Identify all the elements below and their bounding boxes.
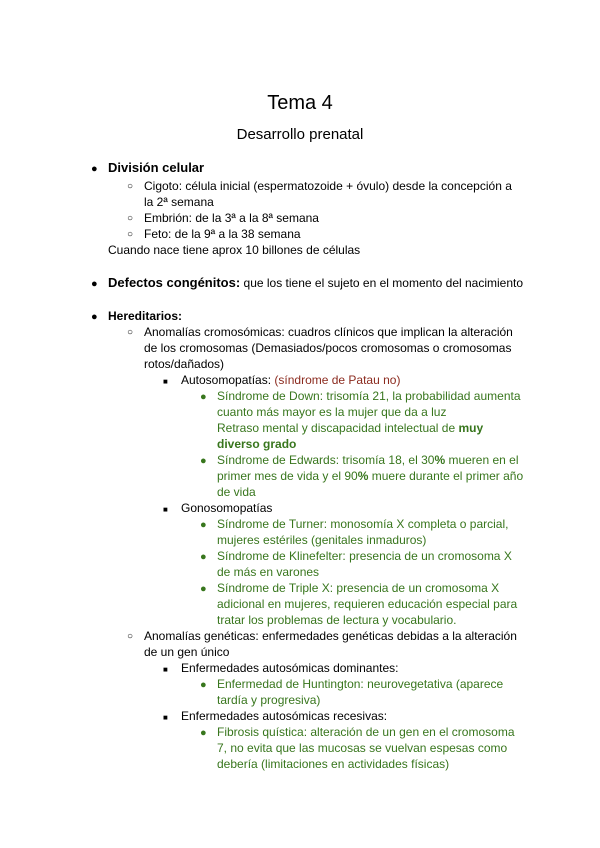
- section-heading-hereditarios: Hereditarios:: [108, 309, 183, 323]
- gonosomopatias-label: Gonosomopatías: [181, 501, 273, 515]
- page-title: Tema 4: [267, 92, 333, 114]
- klinefelter-line-1: Síndrome de Klinefelter: presencia de un cromosoma X: [217, 549, 512, 563]
- huntington-line-1: Enfermedad de Huntington: neurovegetativa (aparece: [217, 677, 504, 691]
- bullet-dot: ●: [91, 278, 98, 290]
- bullet-dot-green: ●: [200, 455, 207, 467]
- cromosomicas-line-1: Anomalías cromosómicas: cuadros clínicos que implican la alteración: [144, 325, 513, 339]
- edwards-line-3: de vida: [217, 485, 256, 499]
- bullet-dot-green: ●: [200, 551, 207, 563]
- triplex-line-2: adicional en mujeres, requieren educación especial para: [217, 597, 518, 611]
- bullet-circle: ○: [127, 229, 134, 240]
- edwards-text-3: primer mes de vida y el 90: [217, 469, 358, 483]
- triplex-line-1: Síndrome de Triple X: presencia de un cromosoma X: [217, 581, 500, 595]
- autosomopatias-item: [181, 372, 400, 388]
- bullet-dot: ●: [91, 163, 98, 175]
- bullet-square: ■: [163, 665, 168, 674]
- down-emphasis: muy: [458, 421, 484, 435]
- bullet-dot-green: ●: [200, 679, 207, 691]
- page-subtitle: Desarrollo prenatal: [236, 126, 364, 143]
- section-heading-division: División celular: [108, 160, 205, 175]
- edwards-text-4: muere durante el primer año: [368, 469, 524, 483]
- turner-line-2: mujeres estériles (genitales inmaduros): [217, 533, 427, 547]
- list-item-feto: Feto: de la 9ª a la 38 semana: [144, 227, 301, 241]
- edwards-line-1: [217, 452, 519, 468]
- dominantes-label: Enfermedades autosómicas dominantes:: [181, 661, 399, 675]
- list-item-embrion: Embrión: de la 3ª a la 8ª semana: [144, 211, 319, 225]
- huntington-line-2: tardía y progresiva): [217, 693, 321, 707]
- defectos-description: que los tiene el sujeto en el momento del nacimiento: [240, 276, 524, 290]
- bullet-dot-green: ●: [200, 391, 207, 403]
- bullet-dot-green: ●: [200, 727, 207, 739]
- bullet-circle: ○: [127, 181, 134, 192]
- fibrosis-line-1: Fibrosis quística: alteración de un gen en el cromosoma: [217, 725, 515, 739]
- bullet-circle: ○: [127, 327, 134, 338]
- edwards-line-2: [217, 468, 523, 484]
- klinefelter-line-2: de más en varones: [217, 565, 320, 579]
- down-line-3-text: Retraso mental y discapacidad intelectual de: [217, 421, 459, 435]
- down-line-1: Síndrome de Down: trisomía 21, la probabilidad aumenta: [217, 389, 521, 403]
- bullet-square: ■: [163, 377, 168, 386]
- patau-note: (síndrome de Patau no): [274, 373, 401, 387]
- bullet-dot-green: ●: [200, 519, 207, 531]
- cromosomicas-line-3: rotos/dañados): [144, 357, 225, 371]
- fibrosis-line-2: 7, no evita que las mucosas se vuelvan espesas como: [217, 741, 508, 755]
- bullet-square: ■: [163, 713, 168, 722]
- section-heading-defectos: Defectos congénitos:: [108, 275, 241, 290]
- bullet-circle: ○: [127, 213, 134, 224]
- geneticas-line-2: de un gen único: [144, 645, 230, 659]
- down-line-2: cuanto más mayor es la mujer que da a luz: [217, 405, 447, 419]
- autosomopatias-label: Autosomopatías:: [181, 373, 275, 387]
- down-line-4: diverso grado: [217, 437, 297, 451]
- fibrosis-line-3: debería (limitaciones en actividades físicas): [217, 757, 450, 771]
- geneticas-line-1: Anomalías genéticas: enfermedades genéticas debidas a la alteración: [144, 629, 517, 643]
- bullet-dot: ●: [91, 311, 98, 323]
- turner-line-1: Síndrome de Turner: monosomía X completa o parcial,: [217, 517, 509, 531]
- list-item-cigoto: Cigoto: célula inicial (espermatozoide + óvulo) desde la concepción a: [144, 179, 512, 193]
- edwards-text-1: Síndrome de Edwards: trisomía 18, el 30: [217, 453, 435, 467]
- division-note: Cuando nace tiene aprox 10 billones de células: [108, 243, 361, 257]
- cromosomicas-line-2: de los cromosomas (Demasiados/pocos cromosomas o cromosomas: [144, 341, 512, 355]
- bullet-circle: ○: [127, 631, 134, 642]
- recesivas-label: Enfermedades autosómicas recesivas:: [181, 709, 388, 723]
- bullet-dot-green: ●: [200, 583, 207, 595]
- section-defectos: [108, 275, 523, 291]
- bullet-square: ■: [163, 505, 168, 514]
- edwards-percent-2: %: [357, 469, 369, 483]
- down-line-3: [217, 420, 483, 436]
- triplex-line-3: tratar los problemas de lectura y vocabulario.: [217, 613, 457, 627]
- edwards-text-2: mueren en el: [445, 453, 519, 467]
- edwards-percent-1: %: [434, 453, 446, 467]
- list-item-cigoto-cont: la 2ª semana: [144, 195, 214, 209]
